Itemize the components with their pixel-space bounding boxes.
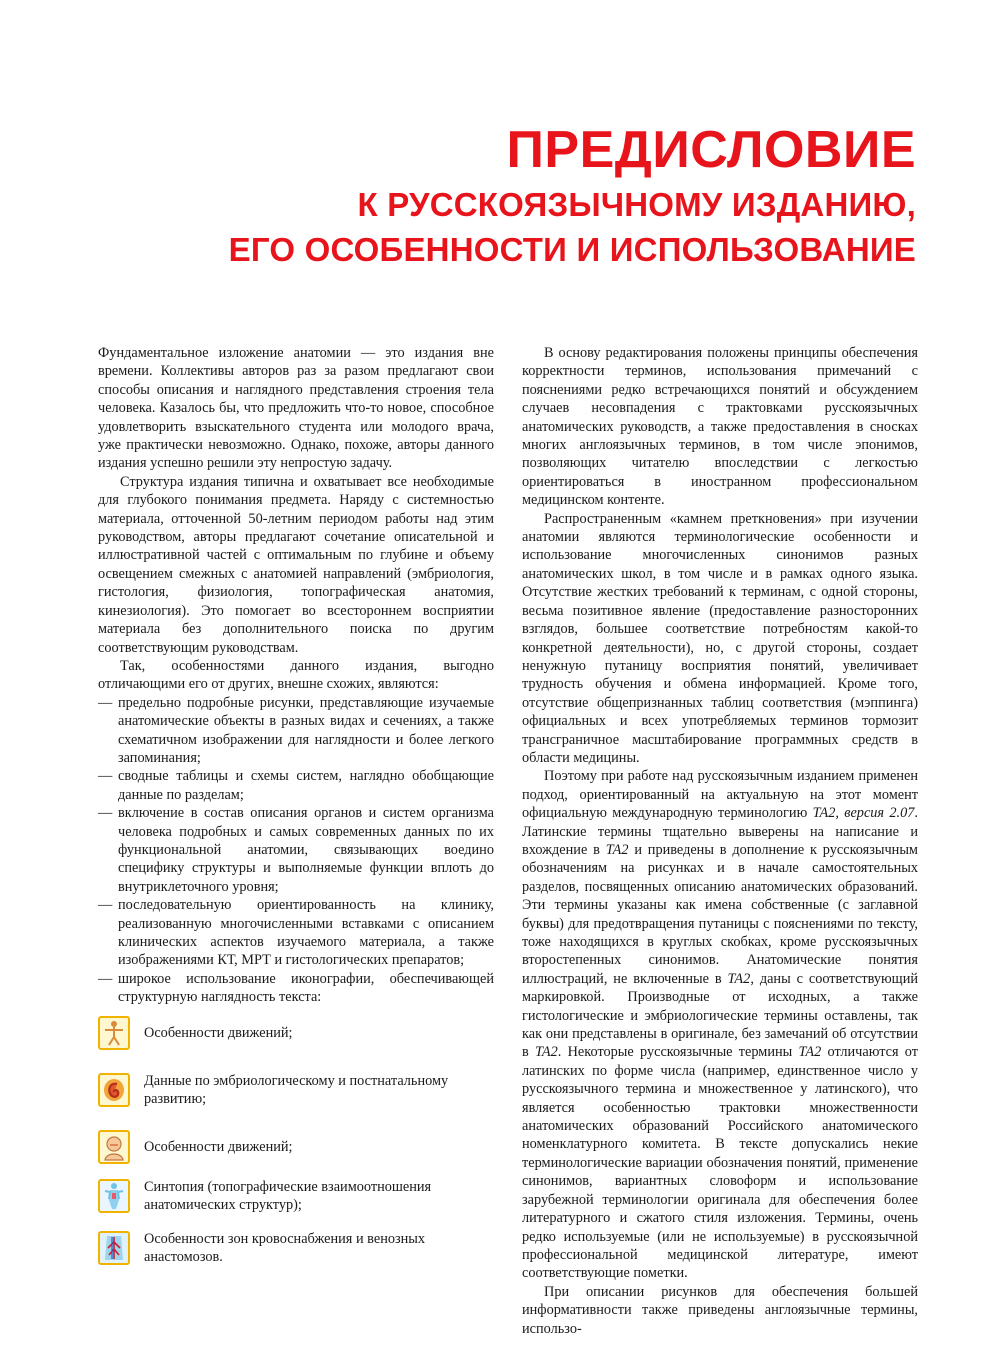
left-paragraph-1: Фундаментальное изложение анатомии — это издания вне времени. Коллективы авторов раз за разом предлагают свои способы описания и наглядного представления строения тела человека. Казалось бы, что предложить что-то новое, способное удовлетворить взыскательного студента или молодого врача, уже практически невозможно. Однако, похоже, авторы данного издания успешно решили эту непростую задачу. <box>98 345 494 472</box>
list-item-text: последовательную ориентированность на клинику, реализованную многочисленными вставками с описанием клинических аспектов изучаемого материала, а также изображениями КТ, МРТ и гистологических препаратов; <box>118 897 494 969</box>
list-item <box>98 767 494 804</box>
legend-text: Особенности движений; <box>144 1138 293 1155</box>
ta2-term: TA2 <box>535 1044 558 1061</box>
right-paragraph-1: В основу редактирования положены принципы обеспечения корректности терминов, использования примечаний с пояснениями редко встречающихся понятий и обсуждением случаев несовпадения с трактовками русскоязычных анатомических руководств, а также предоставления в сносках многих англоязычных терминов, в том числе эпонимов, позволяющих читателю впоследствии с легкостью ориентироваться в иностранном профессиональном медицинском контенте. <box>522 345 918 509</box>
legend-item <box>98 1230 494 1267</box>
legend-text: Особенности зон кровоснабжения и венозных анастомозов. <box>144 1231 426 1266</box>
legend-item <box>98 1072 494 1109</box>
legend-item <box>98 1016 494 1050</box>
legend-text: Данные по эмбриологическому и постнатальному развитию; <box>144 1073 449 1108</box>
dash-mark: — <box>98 768 113 785</box>
left-paragraph-2: Структура издания типична и охватывает все необходимые для глубокого понимания предмета. Наряду с системностью материала, отточенной 50-летним периодом работы над этим руководством, авторы предлагают сочетание описательной и иллюстративной частей с оптимальным по глубине и объему освещением смежных с анатомией направлений (эмбриология, гистология, физиология, топографическая анатомия, кинезиология). Это помогает во всестороннем восприятии материала без дополнительного поиска по другим соответствующим руководствам. <box>98 473 494 656</box>
vascular-torso-icon <box>98 1231 130 1265</box>
legend-text: Синтопия (топографические взаимоотношения анатомических структур); <box>144 1179 432 1214</box>
list-item <box>98 804 494 896</box>
right-paragraph-3 <box>522 767 918 1282</box>
ta2-term: TA2 <box>727 970 751 987</box>
list-item-text: предельно подробные рисунки, представляющие изучаемые анатомические объекты в разных видах и сечениях, а также схематичном изображении для наглядности и более легкого запоминания; <box>118 694 494 766</box>
embryo-icon <box>98 1073 130 1107</box>
text-run: и приведены в дополнение к русскоязычным обозначениям на рисунках и в начале самостоятельных разделов, посвященных описанию анатомических образований. Эти термины указаны как имена собственные (с заглавной буквы) для предотвращения путаницы с пояснениями по тексту, тоже находящихся в круглых скобках, кроме русскоязычных второстепенных синонимов. Анатомические понятия иллюстраций, не включенные в <box>522 841 918 987</box>
dash-mark: — <box>98 694 113 711</box>
dash-mark: — <box>98 805 113 822</box>
list-item-text: широкое использование иконографии, обеспечивающей структурную наглядность текста: <box>118 970 494 1006</box>
text-run: , даны с соответствующий маркировкой. Производные от исходных, а также гистологические и эмбриологические термины оставлены, так как они представлены в оригинале, без замечаний об отсутствии в <box>522 970 918 1061</box>
text-run: . Латинские термины тщательно выверены на написание и вхождение в <box>522 805 918 858</box>
text-run: отличаются от латинских по форме числа (например, единственное число у русскоязычного термина и множественное у латинского), что является особенностью трактовки множественности анатомических образований Российского анатомического номенклатурного комитета. В тексте допускались некие терминологические вариации обозначения понятий, применение синонимов, вариантных словоформ и использование зарубежной терминологии оригинала для обеспечения более литературного и сжатого стиля изложения. Термины, очень редко используемые (или не используемые) в русскоязычной профессиональной медицинской литературе, имеют соответствующие пометки. <box>522 1044 918 1282</box>
dash-mark: — <box>98 897 113 914</box>
legend-item <box>98 1130 494 1164</box>
page-title: ПРЕДИСЛОВИЕ <box>506 121 916 179</box>
head-profile-icon <box>98 1130 130 1164</box>
page-subtitle-line-1: К РУССКОЯЗЫЧНОМУ ИЗДАНИЮ, <box>357 186 916 223</box>
list-item <box>98 896 494 970</box>
list-item <box>98 694 494 768</box>
list-item-text: включение в состав описания органов и систем организма человека подробных и самых современных данных по их функциональной анатомии, связывающих воедино специфику структуры и выполняемые функции вплоть до внутриклеточного уровня; <box>118 805 494 895</box>
ta2-term: TA2 <box>798 1044 822 1061</box>
text-run: . Некоторые русскоязычные термины <box>557 1044 799 1061</box>
legend-item <box>98 1178 494 1215</box>
page-heading <box>229 118 916 272</box>
right-paragraph-2: Распространенным «камнем преткновения» при изучении анатомии являются терминологические особенности и использование многочисленных синонимов разных анатомических школ, в том числе и в рамках одного языка. Отсутствие жестких требований к терминам, с одной стороны, весьма позитивное явление (предоставление разносторонних взглядов, большее соответствие потребностям какой-то конкретной деятельности), но, с другой стороны, создает ненужную путаницу восприятия понятий, увеличивает трудность обучения и обмена информацией. Кроме того, отсутствие общепризнанных таблиц соответствия (мэппинга) официальных и всех употребляемых терминов тормозит трансграничное масштабирование программных средств в области медицины. <box>522 510 918 766</box>
human-figure-icon <box>98 1016 130 1050</box>
list-item-text: сводные таблицы и схемы систем, наглядно обобщающие данные по разделам; <box>118 768 494 803</box>
dash-mark: — <box>98 970 113 987</box>
legend-text: Особенности движений; <box>144 1024 293 1041</box>
left-paragraph-3: Так, особенностями данного издания, выгодно отличающими его от других, внешне схожих, являются: <box>98 657 494 693</box>
list-item <box>98 970 494 1007</box>
features-list <box>98 694 494 1007</box>
ta2-term: TA2 <box>605 841 629 858</box>
right-column <box>522 344 918 1338</box>
ta2-version-term: TA2, версия 2.07 <box>812 805 915 822</box>
text-run: Поэтому при работе над русскоязычным изданием применен подход, ориентированный на актуальную на этот момент официальную международную терминологию <box>522 768 918 822</box>
topography-figure-icon <box>98 1179 130 1213</box>
page-subtitle-line-2: ЕГО ОСОБЕННОСТИ И ИСПОЛЬЗОВАНИЕ <box>228 231 916 268</box>
right-paragraph-4: При описании рисунков для обеспечения большей информативности также приведены англоязычные термины, использо- <box>522 1283 918 1337</box>
left-column <box>98 344 494 1007</box>
